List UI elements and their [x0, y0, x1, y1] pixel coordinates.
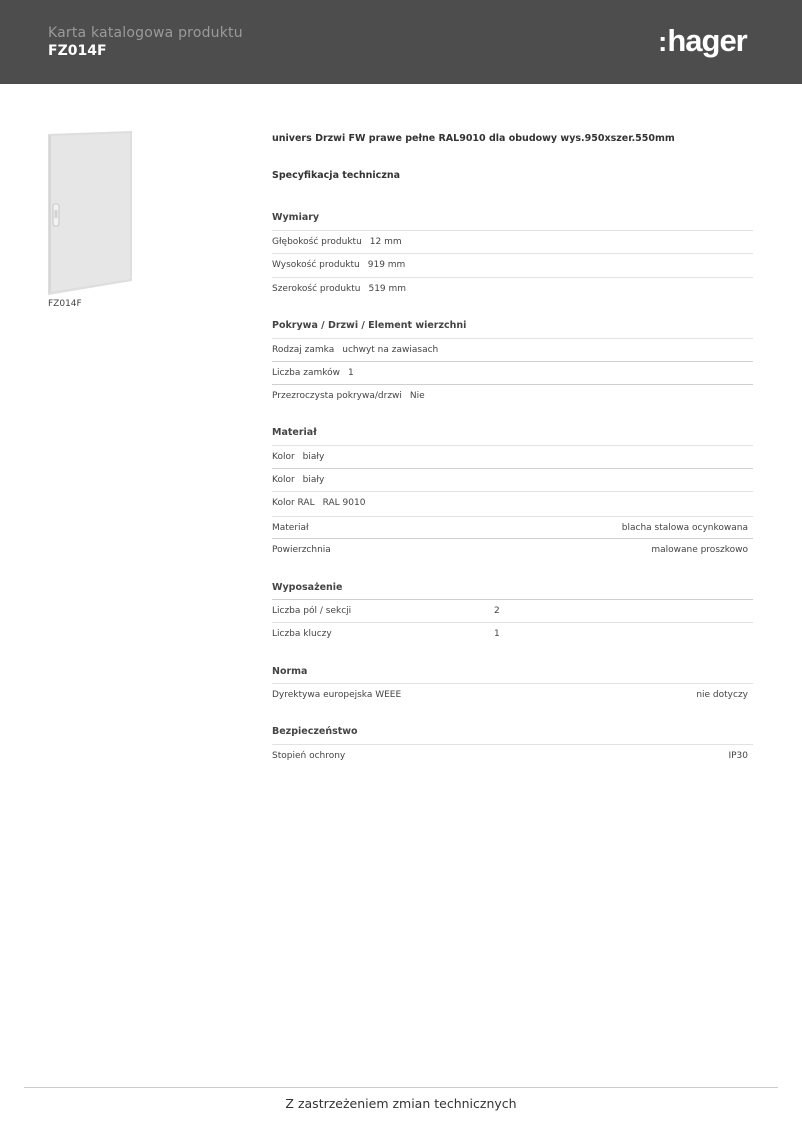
- section-title-material: Materiał: [272, 427, 317, 438]
- hager-logo: :hager: [658, 23, 747, 58]
- spec-heading: Specyfikacja techniczna: [272, 170, 401, 181]
- spec-row: Głębokość produktu 12 mm: [272, 230, 753, 253]
- page-header: [0, 0, 802, 84]
- spec-row: Rodzaj zamka uchwyt na zawiasach: [272, 338, 753, 361]
- door-product-image: [48, 131, 132, 295]
- spec-row: Materiał blacha stalowa ocynkowana: [272, 516, 753, 539]
- spec-row: Liczba kluczy 1: [272, 622, 753, 645]
- spec-row: Przezroczysta pokrywa/drzwi Nie: [272, 384, 753, 407]
- section-title-wymiary: Wymiary: [272, 212, 320, 223]
- section-title-norma: Norma: [272, 666, 308, 677]
- footer-divider: [24, 1087, 778, 1088]
- footer-note: Z zastrzeżeniem zmian technicznych: [285, 1096, 517, 1111]
- spec-row: Szerokość produktu 519 mm: [272, 277, 753, 300]
- section-title-wyposazenie: Wyposażenie: [272, 582, 343, 593]
- header-subtitle: Karta katalogowa produktu: [48, 25, 243, 41]
- section-title-bezpieczenstwo: Bezpieczeństwo: [272, 726, 358, 737]
- spec-row: Liczba pól / sekcji 2: [272, 599, 753, 622]
- spec-row: Wysokość produktu 919 mm: [272, 253, 753, 276]
- header-product-code: FZ014F: [48, 43, 107, 59]
- spec-row: Kolor biały: [272, 468, 753, 491]
- spec-row: Kolor biały: [272, 445, 753, 468]
- product-title: univers Drzwi FW prawe pełne RAL9010 dla obudowy wys.950xszer.550mm: [272, 133, 675, 144]
- spec-row: Dyrektywa europejska WEEE nie dotyczy: [272, 683, 753, 706]
- section-title-pokrywa: Pokrywa / Drzwi / Element wierzchni: [272, 320, 467, 331]
- spec-row: Stopień ochrony IP30: [272, 744, 753, 767]
- spec-row: Powierzchnia malowane proszkowo: [272, 538, 753, 561]
- spec-row: Kolor RAL RAL 9010: [272, 491, 753, 514]
- spec-row: Liczba zamków 1: [272, 361, 753, 384]
- image-caption: FZ014F: [48, 299, 82, 309]
